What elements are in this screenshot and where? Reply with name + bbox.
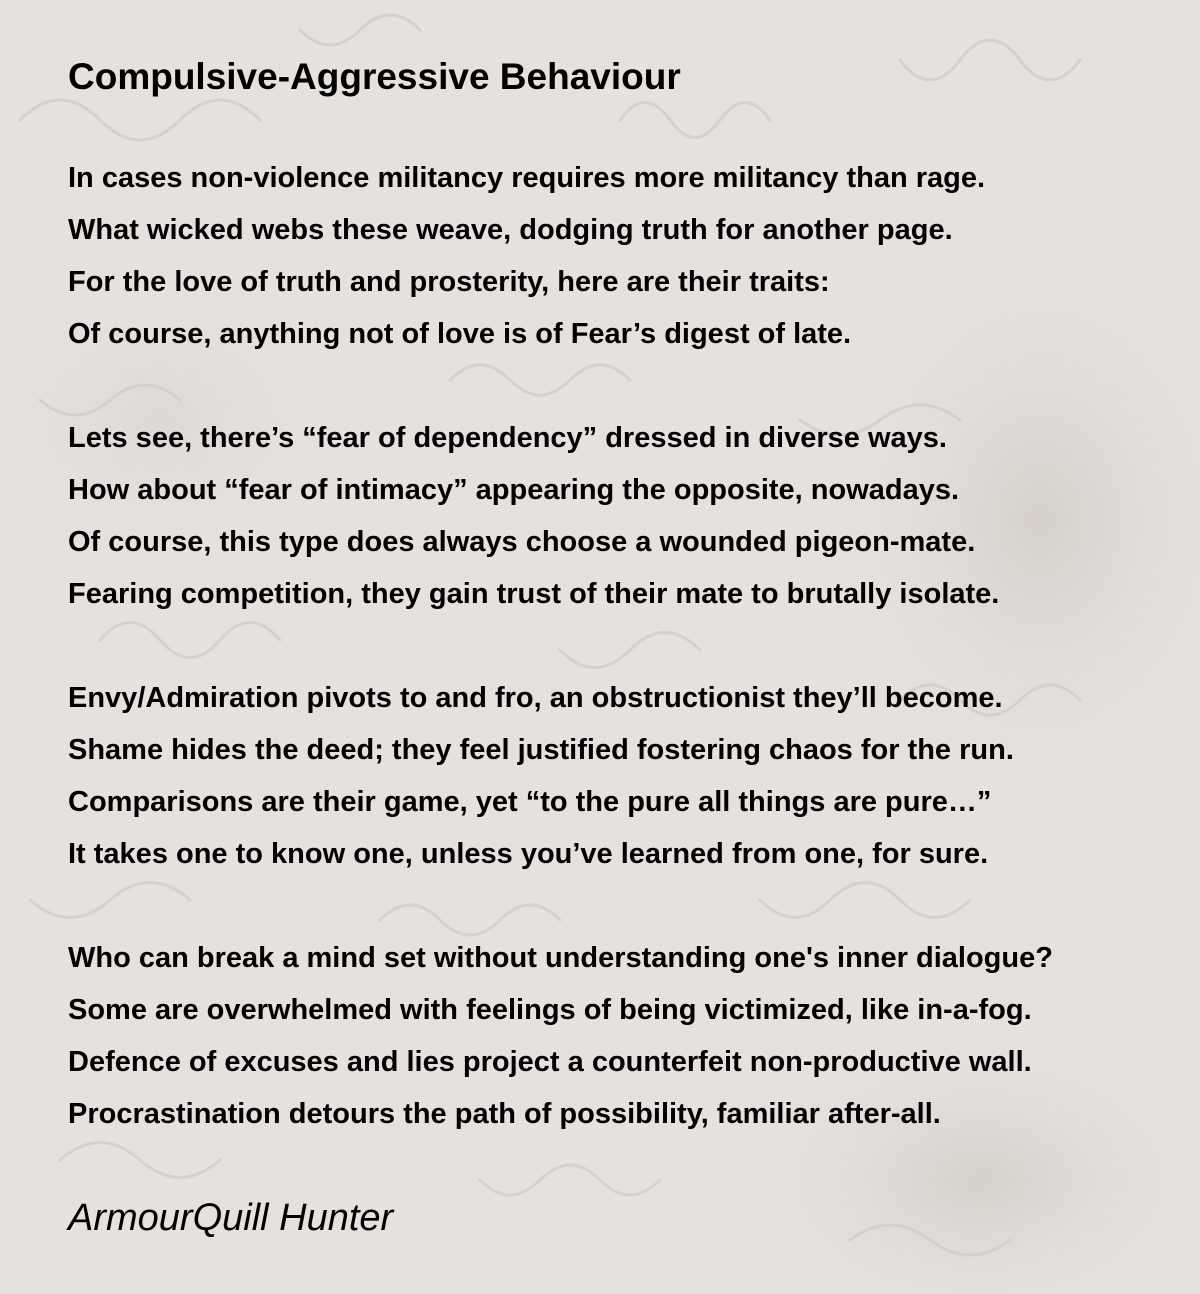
poem-line: Of course, anything not of love is of Fear’s digest of late. [68, 318, 852, 350]
poem-line: Envy/Admiration pivots to and fro, an obstructionist they’ll become. [68, 682, 1003, 714]
poem-line: Fearing competition, they gain trust of their mate to brutally isolate. [68, 578, 1000, 610]
poem-line: Lets see, there’s “fear of dependency” dressed in diverse ways. [68, 422, 947, 454]
poem-line: For the love of truth and prosterity, here are their traits: [68, 266, 830, 298]
poem-line: It takes one to know one, unless you’ve learned from one, for sure. [68, 838, 989, 870]
poem-line: Who can break a mind set without understanding one's inner dialogue? [68, 942, 1053, 974]
poem-line: Of course, this type does always choose a wounded pigeon-mate. [68, 526, 976, 558]
poem-line: How about “fear of intimacy” appearing the opposite, nowadays. [68, 474, 960, 506]
poem-line: Some are overwhelmed with feelings of being victimized, like in-a-fog. [68, 994, 1032, 1026]
poem-line: Comparisons are their game, yet “to the pure all things are pure…” [68, 786, 992, 818]
poem-body [68, 152, 1200, 1140]
stanza-2 [68, 412, 1200, 620]
poem-line: Procrastination detours the path of possibility, familiar after-all. [68, 1098, 941, 1130]
poem-author: ArmourQuill Hunter [68, 1197, 394, 1239]
stanza-3 [68, 672, 1200, 880]
poem-line: What wicked webs these weave, dodging truth for another page. [68, 214, 953, 246]
poem-title: Compulsive-Aggressive Behaviour [68, 56, 681, 97]
poem-line: Shame hides the deed; they feel justified fostering chaos for the run. [68, 734, 1014, 766]
poem-line: Defence of excuses and lies project a counterfeit non-productive wall. [68, 1046, 1032, 1078]
stanza-1 [68, 152, 1200, 360]
stanza-4 [68, 932, 1200, 1140]
poem-line: In cases non-violence militancy requires more militancy than rage. [68, 162, 986, 194]
